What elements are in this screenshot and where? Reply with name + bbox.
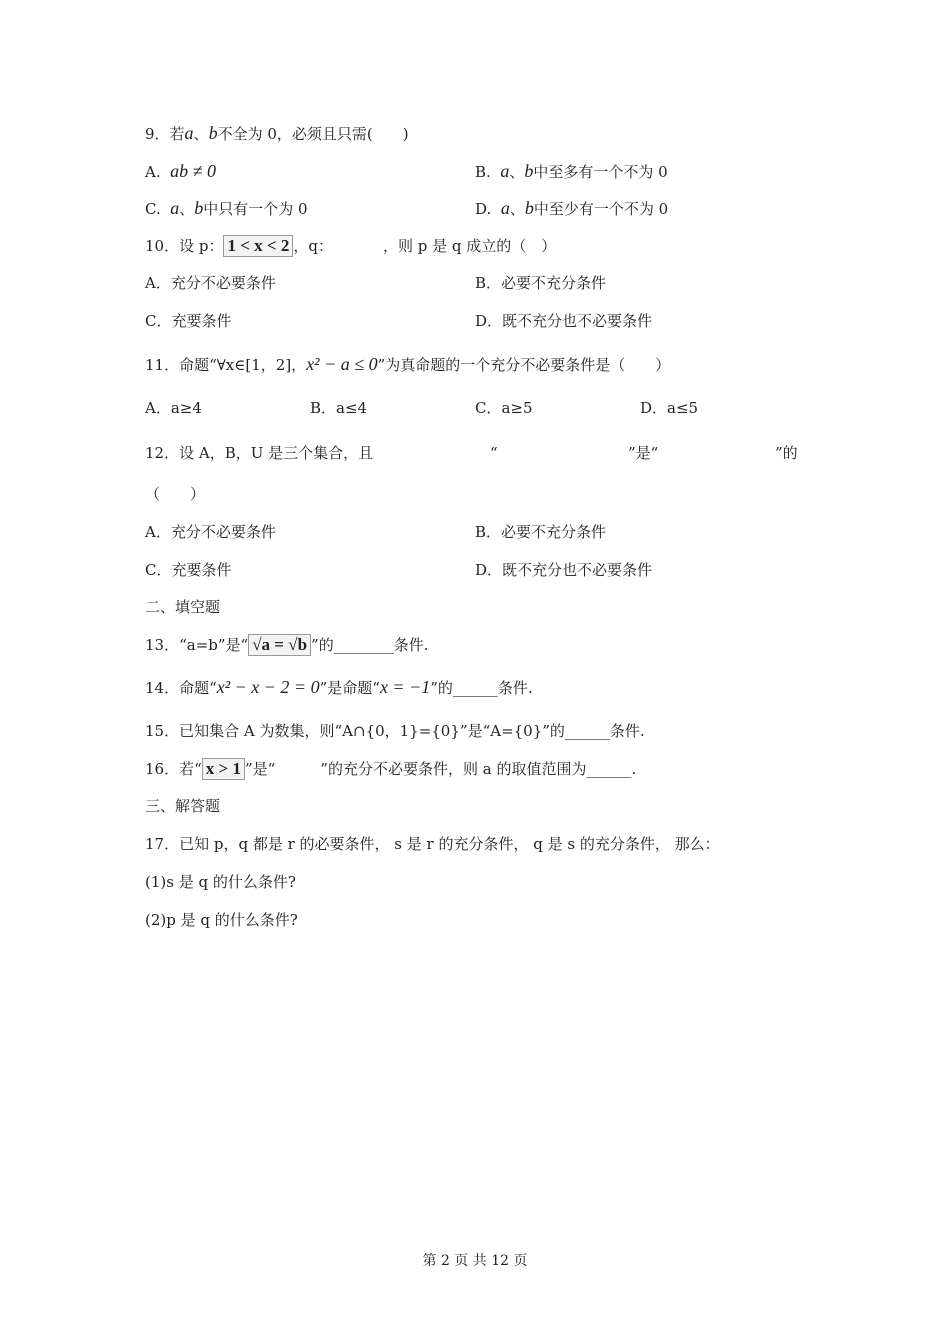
q11-option-a: A．a≥4 <box>145 399 202 417</box>
q12-option-c: C．充要条件 <box>145 561 232 579</box>
q9-option-c-text: 中只有一个为 0 <box>203 200 308 218</box>
q12-mid-quote: ”是“ <box>628 444 659 462</box>
q11-stem: ”为真命题的一个充分不必要条件是（ ） <box>377 356 671 374</box>
question-11 <box>145 353 670 376</box>
q14-formula-1: x² − x − 2 = 0 <box>216 677 320 697</box>
q9-option-a-label: A. <box>145 163 161 181</box>
q9-option-a-math: ab ≠ 0 <box>170 161 217 181</box>
question-16 <box>145 758 636 780</box>
q9-option-d-text: 中至少有一个不为 0 <box>533 200 669 218</box>
q13-prefix: 13．“a=b”是“ <box>145 636 249 654</box>
q16-prefix: 16．若“ <box>145 760 202 778</box>
question-14 <box>145 676 533 699</box>
q14-formula-2: x = −1 <box>379 677 431 697</box>
q9-option-b <box>475 160 668 183</box>
q10-option-a: A．充分不必要条件 <box>145 274 276 292</box>
q12-answer-paren: （ ） <box>145 485 206 503</box>
q9-prefix: 9．若 <box>145 125 185 143</box>
q12-option-d: D．既不充分也不必要条件 <box>475 561 653 579</box>
q11-option-b: B．a≤4 <box>310 399 368 417</box>
q11-option-d: D．a≤5 <box>640 399 699 417</box>
q10-option-c: C．充要条件 <box>145 312 232 330</box>
q17-subquestion-1: (1)s 是 q 的什么条件? <box>145 873 296 891</box>
q9-option-d-b: b <box>524 198 534 218</box>
q17-subquestion-2: (2)p 是 q 的什么条件? <box>145 911 298 929</box>
q12-option-b: B．必要不充分条件 <box>475 523 607 541</box>
q10-p-formula: 1 < x < 2 <box>223 235 293 257</box>
q16-formula: x > 1 <box>202 758 245 780</box>
q10-option-b: B．必要不充分条件 <box>475 274 607 292</box>
q10-stem: ，则 p 是 q 成立的（ ） <box>382 237 557 255</box>
q10-q-label: ，q： <box>293 237 333 255</box>
question-15: 15．已知集合 A 为数集，则“A∩{0，1}={0}”是“A={0}”的______条件. <box>145 722 645 740</box>
q12-prefix: 12．设 A，B，U 是三个集合，且 <box>145 444 374 462</box>
q9-option-d-a: a <box>500 198 510 218</box>
page-footer: 第 2 页 共 12 页 <box>422 1253 528 1269</box>
q9-option-c-a: a <box>170 198 180 218</box>
q9-var-a: a <box>184 123 194 143</box>
q9-option-b-b: b <box>524 161 534 181</box>
question-12 <box>145 442 373 464</box>
q9-option-d <box>475 197 668 220</box>
question-9 <box>145 122 409 145</box>
q12-option-a: A．充分不必要条件 <box>145 523 276 541</box>
q11-option-c: C．a≥5 <box>475 399 533 417</box>
q9-option-b-label: B. <box>475 163 491 181</box>
q9-option-b-sep: 、 <box>509 163 525 181</box>
q14-stem: ”的______条件. <box>430 679 533 697</box>
q9-option-c-sep: 、 <box>179 200 195 218</box>
q13-stem: ”的________条件. <box>311 636 429 654</box>
q9-stem: 不全为 0，必须且只需( ) <box>217 125 409 143</box>
q9-option-a <box>145 160 216 183</box>
section-fill-in-heading: 二、填空题 <box>145 598 221 616</box>
q9-option-c-b: b <box>194 198 204 218</box>
q10-option-d: D．既不充分也不必要条件 <box>475 312 653 330</box>
q13-formula: √a = √b <box>248 634 311 656</box>
q14-prefix: 14．命题“ <box>145 679 217 697</box>
q12-end: ”的 <box>775 444 798 462</box>
section-answer-heading: 三、解答题 <box>145 797 221 815</box>
q9-option-c <box>145 197 308 220</box>
q11-prefix: 11．命题“∀x∈[1， <box>145 356 276 374</box>
q10-prefix: 10．设 p： <box>145 237 224 255</box>
q9-option-d-label: D. <box>475 200 492 218</box>
q11-interval-end: 2]， <box>275 356 307 374</box>
q16-stem: ”是“ ”的充分不必要条件，则 a 的取值范围为______. <box>244 760 637 778</box>
q14-middle: ”是命题“ <box>319 679 380 697</box>
q9-option-d-sep: 、 <box>509 200 525 218</box>
q9-option-b-a: a <box>500 161 510 181</box>
question-13 <box>145 634 428 656</box>
q9-separator: 、 <box>193 125 209 143</box>
q11-formula: x² − a ≤ 0 <box>306 354 378 374</box>
question-10 <box>145 235 556 257</box>
q9-option-c-label: C. <box>145 200 161 218</box>
q12-open-quote: “ <box>490 444 498 462</box>
q9-option-b-text: 中至多有一个不为 0 <box>533 163 668 181</box>
q9-var-b: b <box>208 123 218 143</box>
question-17: 17．已知 p，q 都是 r 的必要条件， s 是 r 的充分条件， q 是 s 的充分条件， 那么： <box>145 835 720 853</box>
